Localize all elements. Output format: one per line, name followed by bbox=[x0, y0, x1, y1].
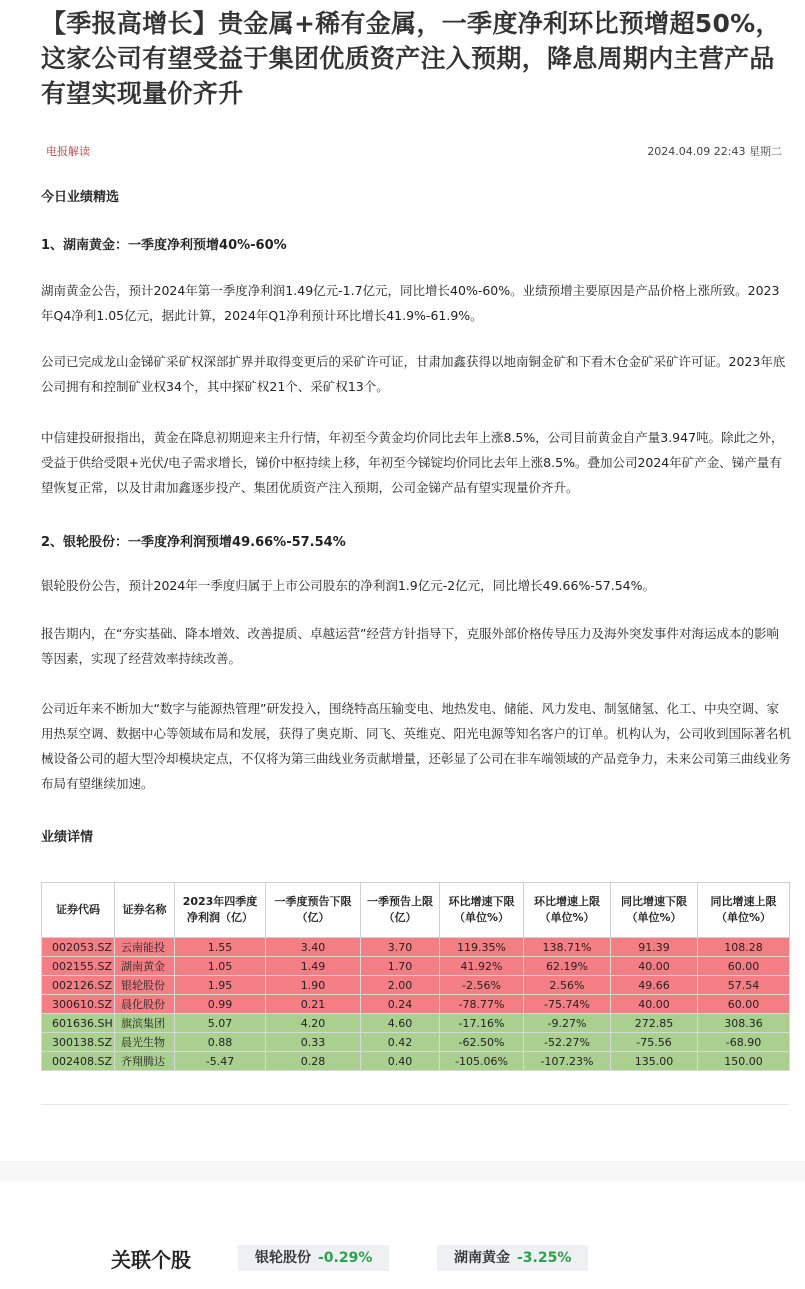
cell-q1-lower: 1.49 bbox=[266, 957, 361, 976]
cell-q4-profit: -5.47 bbox=[175, 1052, 266, 1071]
cell-qoq-upper: 2.56% bbox=[524, 976, 611, 995]
content-divider bbox=[41, 1104, 789, 1105]
cell-code: 002408.SZ bbox=[42, 1052, 115, 1071]
cell-name: 晨光生物 bbox=[115, 1033, 175, 1052]
cell-qoq-upper: -75.74% bbox=[524, 995, 611, 1014]
cell-yoy-lower: 49.66 bbox=[611, 976, 698, 995]
cell-code: 002053.SZ bbox=[42, 938, 115, 957]
related-stocks-panel bbox=[0, 1161, 805, 1289]
header-q4-profit: 2023年四季度净利润（亿） bbox=[175, 883, 266, 938]
item1-paragraph-2: 公司已完成龙山金锑矿采矿权深部扩界并取得变更后的采矿许可证，甘肃加鑫获得以地南铜金矿和下看木仓金矿采矿许可证。2023年底公司拥有和控制矿业权34个，其中探矿权21个、采矿权13个。 bbox=[41, 354, 786, 394]
cell-yoy-lower: -75.56 bbox=[611, 1033, 698, 1052]
cell-yoy-lower: 40.00 bbox=[611, 957, 698, 976]
header-yoy-lower: 同比增速下限（单位%） bbox=[611, 883, 698, 938]
item1-paragraph-3: 中信建投研报指出，黄金在降息初期迎来主升行情，年初至今黄金均价同比去年上涨8.5%，公司目前黄金自产量3.947吨。除此之外，受益于供给受限+光伏/电子需求增长，锑价中枢持续上移，年初至今锑锭均价同比去年上涨8.5%。叠加公司2024年矿产金、锑产量有望恢复正常，以及甘肃加鑫逐步投产、集团优质资产注入预期，公司金锑产品有望实现量价齐升。 bbox=[41, 430, 784, 495]
related-stock-1[interactable] bbox=[238, 1245, 389, 1271]
related-stocks-label: 关联个股 bbox=[111, 1248, 191, 1272]
cell-q1-upper: 0.40 bbox=[361, 1052, 440, 1071]
cell-q1-upper: 4.60 bbox=[361, 1014, 440, 1033]
article-meta bbox=[46, 143, 782, 161]
header-code: 证券代码 bbox=[42, 883, 115, 938]
table-row bbox=[42, 1033, 790, 1052]
cell-name: 晨化股份 bbox=[115, 995, 175, 1014]
header-q1-lower: 一季度预告下限（亿） bbox=[266, 883, 361, 938]
cell-qoq-lower: -78.77% bbox=[440, 995, 524, 1014]
header-q1-upper: 一季预告上限（亿） bbox=[361, 883, 440, 938]
section-title: 今日业绩精选 bbox=[41, 190, 120, 205]
header-qoq-lower: 环比增速下限（单位%） bbox=[440, 883, 524, 938]
cell-q1-upper: 0.24 bbox=[361, 995, 440, 1014]
publish-time: 2024.04.09 22:43 星期二 bbox=[647, 145, 782, 158]
cell-name: 云南能投 bbox=[115, 938, 175, 957]
cell-qoq-upper: -107.23% bbox=[524, 1052, 611, 1071]
table-row bbox=[42, 938, 790, 957]
cell-name: 湖南黄金 bbox=[115, 957, 175, 976]
header-qoq-upper: 环比增速上限（单位%） bbox=[524, 883, 611, 938]
header-name: 证券名称 bbox=[115, 883, 175, 938]
table-row bbox=[42, 995, 790, 1014]
stock-change: -0.29% bbox=[318, 1250, 373, 1266]
cell-qoq-upper: 138.71% bbox=[524, 938, 611, 957]
cell-q1-upper: 0.42 bbox=[361, 1033, 440, 1052]
cell-qoq-lower: -105.06% bbox=[440, 1052, 524, 1071]
cell-yoy-lower: 135.00 bbox=[611, 1052, 698, 1071]
cell-code: 300138.SZ bbox=[42, 1033, 115, 1052]
cell-code: 002126.SZ bbox=[42, 976, 115, 995]
cell-code: 601636.SH bbox=[42, 1014, 115, 1033]
cell-yoy-upper: 60.00 bbox=[698, 995, 790, 1014]
cell-yoy-upper: -68.90 bbox=[698, 1033, 790, 1052]
cell-qoq-lower: -2.56% bbox=[440, 976, 524, 995]
cell-q4-profit: 1.55 bbox=[175, 938, 266, 957]
stock-change: -3.25% bbox=[517, 1250, 572, 1266]
cell-q1-lower: 0.21 bbox=[266, 995, 361, 1014]
cell-yoy-upper: 60.00 bbox=[698, 957, 790, 976]
cell-yoy-upper: 308.36 bbox=[698, 1014, 790, 1033]
table-row bbox=[42, 1052, 790, 1071]
cell-qoq-lower: 41.92% bbox=[440, 957, 524, 976]
cell-q4-profit: 1.95 bbox=[175, 976, 266, 995]
cell-q1-lower: 1.90 bbox=[266, 976, 361, 995]
table-row bbox=[42, 976, 790, 995]
table-row bbox=[42, 957, 790, 976]
item2-heading: 2、银轮股份：一季度净利润预增49.66%-57.54% bbox=[41, 535, 346, 550]
cell-name: 旗滨集团 bbox=[115, 1014, 175, 1033]
cell-q1-lower: 0.28 bbox=[266, 1052, 361, 1071]
cell-qoq-upper: 62.19% bbox=[524, 957, 611, 976]
item2-paragraph-1: 银轮股份公告，预计2024年一季度归属于上市公司股东的净利润1.9亿元-2亿元，同比增长49.66%-57.54%。 bbox=[41, 578, 655, 593]
item1-paragraph-1: 湖南黄金公告，预计2024年第一季度净利润1.49亿元-1.7亿元，同比增长40%-60%。业绩预增主要原因是产品价格上涨所致。2023年Q4净利1.05亿元，据此计算，2024年Q1净利预计环比增长41.9%-61.9%。 bbox=[41, 283, 780, 323]
cell-q4-profit: 5.07 bbox=[175, 1014, 266, 1033]
cell-q1-lower: 0.33 bbox=[266, 1033, 361, 1052]
cell-q1-lower: 4.20 bbox=[266, 1014, 361, 1033]
cell-q1-upper: 1.70 bbox=[361, 957, 440, 976]
cell-q1-lower: 3.40 bbox=[266, 938, 361, 957]
item2-paragraph-2: 报告期内，在“夯实基础、降本增效、改善提质、卓越运营”经营方针指导下，克服外部价格传导压力及海外突发事件对海运成本的影响等因素，实现了经营效率持续改善。 bbox=[41, 626, 779, 666]
table-row bbox=[42, 1014, 790, 1033]
cell-q4-profit: 0.99 bbox=[175, 995, 266, 1014]
cell-yoy-lower: 40.00 bbox=[611, 995, 698, 1014]
cell-q4-profit: 0.88 bbox=[175, 1033, 266, 1052]
cell-code: 300610.SZ bbox=[42, 995, 115, 1014]
cell-yoy-lower: 272.85 bbox=[611, 1014, 698, 1033]
cell-qoq-upper: -9.27% bbox=[524, 1014, 611, 1033]
details-title: 业绩详情 bbox=[41, 830, 94, 845]
stock-name: 银轮股份 bbox=[255, 1250, 311, 1266]
cell-qoq-upper: -52.27% bbox=[524, 1033, 611, 1052]
cell-qoq-lower: 119.35% bbox=[440, 938, 524, 957]
cell-yoy-upper: 150.00 bbox=[698, 1052, 790, 1071]
cell-name: 齐翔腾达 bbox=[115, 1052, 175, 1071]
cell-qoq-lower: -17.16% bbox=[440, 1014, 524, 1033]
cell-q4-profit: 1.05 bbox=[175, 957, 266, 976]
item2-paragraph-3: 公司近年来不断加大“数字与能源热管理”研发投入，围绕特高压输变电、地热发电、储能、风力发电、制氢储氢、化工、中央空调、家用热泵空调、数据中心等领域布局和发展，获得了奥克斯、同飞、英维克、阳光电源等知名客户的订单。机构认为，公司收到国际著名机械设备公司的超大型冷却模块定点，不仅将为第三曲线业务贡献增量，还彰显了公司在非车端领域的产品竞争力，未来公司第三曲线业务布局有望继续加速。 bbox=[41, 701, 792, 791]
stock-name: 湖南黄金 bbox=[454, 1250, 510, 1266]
item1-heading: 1、湖南黄金：一季度净利预增40%-60% bbox=[41, 238, 287, 253]
cell-q1-upper: 2.00 bbox=[361, 976, 440, 995]
header-yoy-upper: 同比增速上限（单位%） bbox=[698, 883, 790, 938]
cell-name: 银轮股份 bbox=[115, 976, 175, 995]
table-header-row bbox=[42, 883, 790, 938]
category-tag[interactable]: 电报解读 bbox=[46, 145, 90, 158]
cell-yoy-lower: 91.39 bbox=[611, 938, 698, 957]
article-title: 【季报高增长】贵金属+稀有金属，一季度净利环比预增超50%，这家公司有望受益于集团优质资产注入预期，降息周期内主营产品有望实现量价齐升 bbox=[41, 9, 781, 108]
cell-yoy-upper: 108.28 bbox=[698, 938, 790, 957]
performance-table bbox=[41, 882, 790, 1071]
cell-yoy-upper: 57.54 bbox=[698, 976, 790, 995]
cell-q1-upper: 3.70 bbox=[361, 938, 440, 957]
cell-qoq-lower: -62.50% bbox=[440, 1033, 524, 1052]
related-stock-2[interactable] bbox=[437, 1245, 588, 1271]
cell-code: 002155.SZ bbox=[42, 957, 115, 976]
